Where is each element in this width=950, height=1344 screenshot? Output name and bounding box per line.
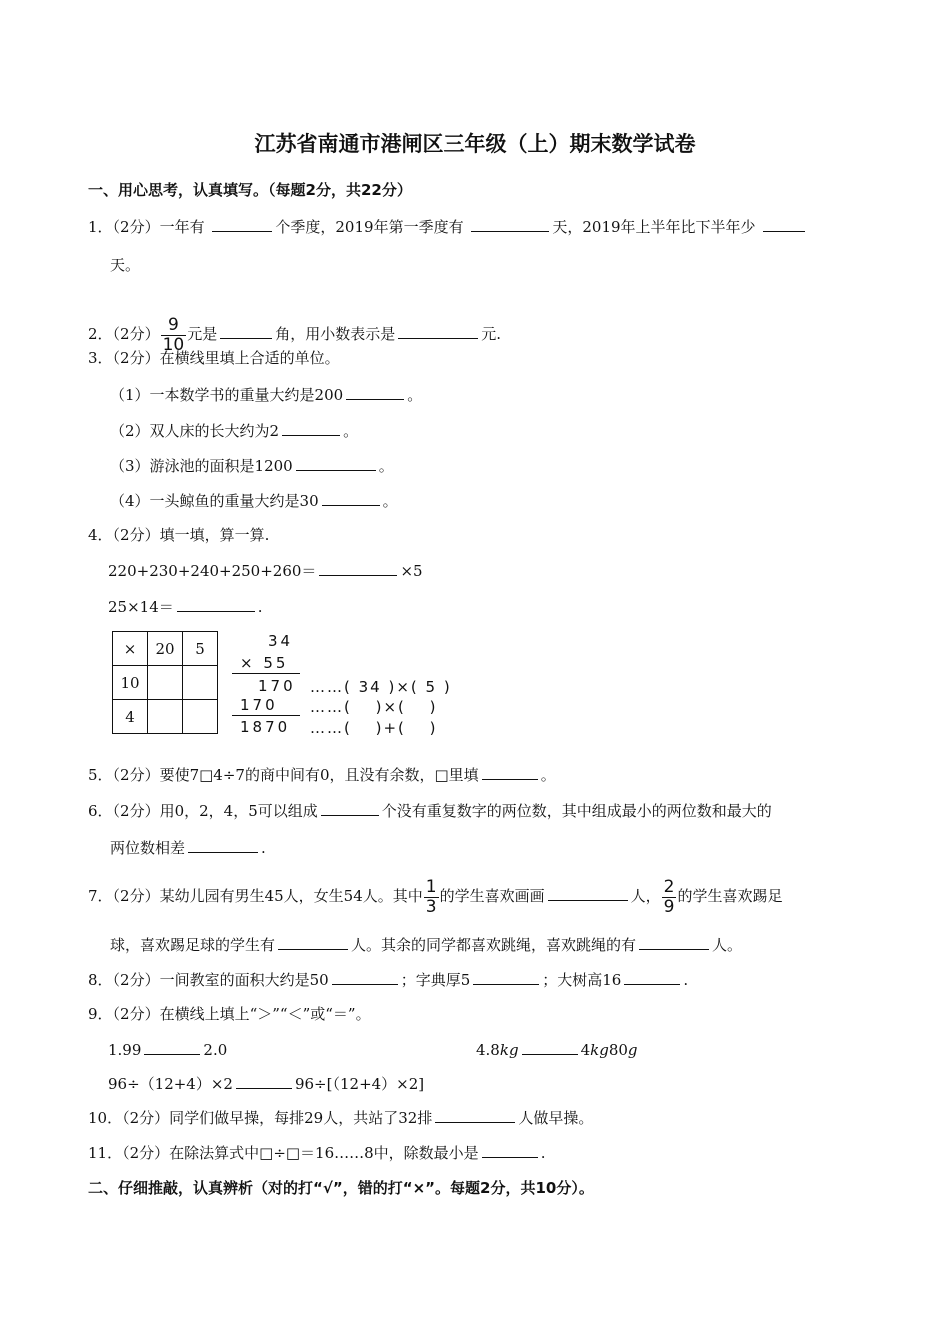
table-cell: 20 xyxy=(148,632,183,666)
question-1: 1．（2分）一年有 个季度，2019年第一季度有 天，2019年上半年比下半年少 xyxy=(88,216,808,237)
blank[interactable] xyxy=(332,969,398,985)
section-1-heading: 一、用心思考，认真填写。（每题2分，共22分） xyxy=(88,181,412,199)
question-6: 6．（2分）用0，2，4，5可以组成 个没有重复数字的两位数，其中组成最小的两位数和最大的 xyxy=(88,802,772,820)
question-7-cont: 球，喜欢踢足球的学生有 人。其余的同学都喜欢跳绳，喜欢跳绳的有 人。 xyxy=(110,936,743,954)
partial-product-1: 170 xyxy=(258,677,296,695)
blank[interactable] xyxy=(471,216,549,232)
fraction: $\frac{2}{9}$ xyxy=(663,876,675,917)
vertical-note-1: ……( 34 )×( 5 ) xyxy=(310,678,452,696)
question-3-1: （1）一本数学书的重量大约是200 。 xyxy=(110,386,423,404)
question-4-line-2: 25×14＝ . xyxy=(108,598,263,616)
fraction: $\frac{9}{10}$ xyxy=(162,314,185,355)
question-9-line-2: 96÷（12+4）×2 96÷[（12+4）×2] xyxy=(108,1075,425,1093)
blank[interactable] xyxy=(296,455,376,471)
multiplication-table xyxy=(112,631,218,734)
blank[interactable] xyxy=(473,969,539,985)
table-cell[interactable] xyxy=(183,700,218,734)
question-1-cont: 天。 xyxy=(110,256,141,274)
question-8: 8．（2分）一间教室的面积大约是50 ；字典厚5 ；大树高16 . xyxy=(88,971,689,989)
question-3-2: （2）双人床的长大约为2 。 xyxy=(110,422,359,440)
question-4-line-1: 220+230+240+250+260＝ ×5 xyxy=(108,562,423,580)
partial-product-2: 170 xyxy=(240,696,278,714)
vertical-multiplier: × 55 xyxy=(240,654,289,672)
vertical-note-3: ……( )+( ) xyxy=(310,719,438,737)
blank[interactable] xyxy=(144,1039,200,1055)
table-cell: 4 xyxy=(113,700,148,734)
question-9-right: 4.8kg 4kg80g xyxy=(476,1041,638,1059)
divider xyxy=(232,715,300,716)
blank[interactable] xyxy=(220,323,272,339)
fraction: $\frac{1}{3}$ xyxy=(425,876,437,917)
blank[interactable] xyxy=(624,969,680,985)
blank[interactable] xyxy=(321,800,379,816)
blank[interactable] xyxy=(548,885,628,901)
blank[interactable] xyxy=(482,764,538,780)
table-cell: 5 xyxy=(183,632,218,666)
blank[interactable] xyxy=(763,216,805,232)
vertical-note-2: ……( )×( ) xyxy=(310,698,438,716)
blank[interactable] xyxy=(639,934,709,950)
question-7: 7．（2分）某幼儿园有男生45人，女生54人。其中 $\frac{1}{3}$ 的学生喜欢画画 人， $\frac{2}{9}$ 的学生喜欢踢足 xyxy=(88,876,783,917)
divider xyxy=(232,673,300,674)
question-5: 5．（2分）要使7□4÷7的商中间有0，且没有余数，□里填 。 xyxy=(88,766,556,784)
table-cell: × xyxy=(113,632,148,666)
section-2-heading: 二、仔细推敲，认真辨析（对的打“√”，错的打“×”。每题2分，共10分）。 xyxy=(88,1179,594,1197)
blank[interactable] xyxy=(319,560,397,576)
question-3-4: （4）一头鲸鱼的重量大约是30 。 xyxy=(110,492,398,510)
blank[interactable] xyxy=(236,1073,292,1089)
table-cell[interactable] xyxy=(183,666,218,700)
blank[interactable] xyxy=(212,216,272,232)
blank[interactable] xyxy=(177,596,255,612)
page-title: 江苏省南通市港闸区三年级（上）期末数学试卷 xyxy=(254,132,696,156)
blank[interactable] xyxy=(482,1142,538,1158)
blank[interactable] xyxy=(346,384,404,400)
blank[interactable] xyxy=(322,490,380,506)
blank[interactable] xyxy=(188,837,258,853)
blank[interactable] xyxy=(282,420,340,436)
final-product: 1870 xyxy=(240,718,291,736)
question-2: 2．（2分） $\frac{9}{10}$ 元是 角，用小数表示是 元. xyxy=(88,314,502,355)
question-9: 9．（2分）在横线上填上“＞”“＜”或“＝”。 xyxy=(88,1005,371,1023)
table-cell[interactable] xyxy=(148,700,183,734)
question-10: 10．（2分）同学们做早操，每排29人，共站了32排 人做早操。 xyxy=(88,1109,594,1127)
question-6-cont: 两位数相差 . xyxy=(110,839,266,857)
blank[interactable] xyxy=(522,1039,578,1055)
question-3-3: （3）游泳池的面积是1200 。 xyxy=(110,457,394,475)
blank[interactable] xyxy=(398,323,478,339)
vertical-multiplicand: 34 xyxy=(268,632,294,650)
blank[interactable] xyxy=(278,934,348,950)
blank[interactable] xyxy=(435,1107,515,1123)
question-9-left: 1.99 2.0 xyxy=(108,1041,228,1059)
question-3: 3．（2分）在横线里填上合适的单位。 xyxy=(88,349,340,367)
table-cell: 10 xyxy=(113,666,148,700)
question-11: 11．（2分）在除法算式中□÷□＝16……8中，除数最小是 . xyxy=(88,1144,546,1162)
question-4: 4．（2分）填一填，算一算. xyxy=(88,526,270,544)
table-cell[interactable] xyxy=(148,666,183,700)
